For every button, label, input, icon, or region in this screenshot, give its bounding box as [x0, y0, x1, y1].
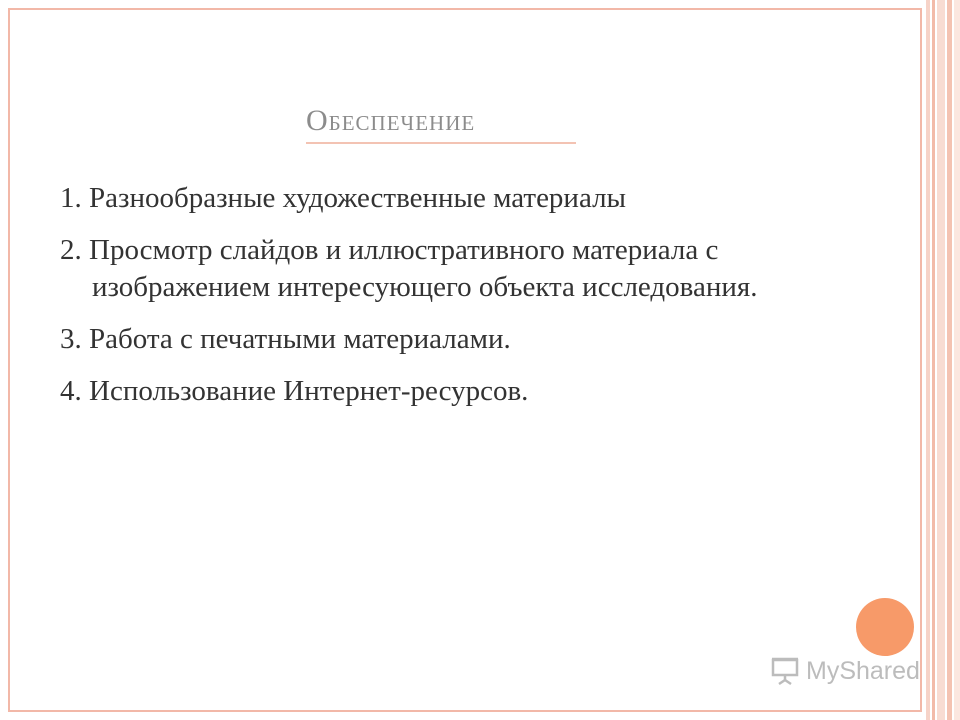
watermark-logo — [770, 656, 920, 686]
side-stripe — [932, 0, 935, 720]
list-item: 3. Работа с печатными материалами. — [60, 323, 511, 355]
content-list — [60, 180, 860, 425]
side-stripe — [947, 0, 952, 720]
accent-circle — [856, 598, 914, 656]
slide-title: Обеспечение — [306, 104, 476, 137]
list-item: 2. Просмотр слайдов и иллюстративного материала с изображением интересующего объекта исследования. — [60, 234, 758, 303]
side-stripe — [937, 0, 945, 720]
list-item: 4. Использование Интернет-ресурсов. — [60, 375, 529, 407]
watermark-text: MyShared — [806, 656, 920, 685]
title-underline — [306, 142, 576, 144]
list-item: 1. Разнообразные художественные материалы — [60, 182, 627, 214]
presentation-board-icon — [770, 656, 800, 686]
side-stripe — [954, 0, 960, 720]
side-stripe — [926, 0, 930, 720]
